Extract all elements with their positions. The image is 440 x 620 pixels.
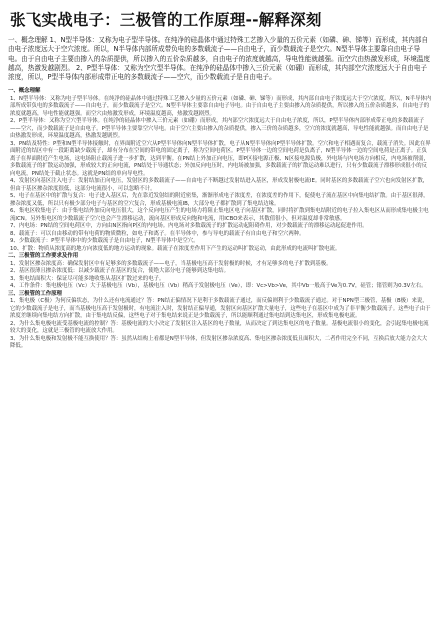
body-paragraph: 3、集电结面积大：保证尽可能多地收集从基区扩散过来的电子。: [10, 275, 165, 282]
body-paragraph: 4、发射区向基区注入电子：发射结加正向电压，发射区的多数载流子——自由电子不断越过发射结进入基区，形成发射极电流IE。同时基区的多数载流子空穴也向发射区扩散，但由于基区掺杂浓度很低，这部分电流很小，可以忽略不计。: [10, 178, 429, 192]
body-paragraph: 1、N型半导体：又称为电子型半导体。在纯净的硅晶体中通过特殊工艺掺入少量的五价元素（如磷、砷、锑等）而形成，其内部自由电子浓度远大于空穴浓度。所以，N半导体内部所成带负电的多数载流子——自由电子，而少数载流子是空穴。N型半导体主要靠自由电子导电。由于自由电子主要由掺入的杂质提供，所以掺入的五价杂质越多，自由电子的浓度就越高，导电性能就越强。而空穴由热激发形成，环境温度越高，热激发越剧烈。: [10, 95, 432, 117]
body-paragraph: 9、少数载流子：P型半导体中的少数载流子是自由电子，N型半导体中是空穴。: [10, 238, 199, 245]
body-paragraph: 1、集电极（C极）为何反偏状态，为什么还有电流通过？答：PN结正偏情况下是利于多数载流子通过，而反偏则利于少数载流子通过。对于NPN型三极管，基极（B极）来说，它的少数载流子是电子，而当基极电压高于发射极时，有电流注入时，发射结正偏导通，发射区向基区扩散大量电子，这些电子在基区中成为了非平衡少数载流子。这些电子由于浓度差继续向集电结方向扩散，由于集电结反偏，这些电子对于集电结来说正是少数载流子，所以能顺利通过集电结到达集电区，形成集电极电流。: [10, 298, 431, 320]
section-heading: 一、概念理解: [8, 88, 41, 95]
body-paragraph: 2、基区很薄且掺杂浓度低：以减少载流子在基区的复合，使绝大部分电子能够到达集电结。: [10, 268, 230, 275]
body-paragraph: 6、集电区收集电子：由于集电结外加反向电压很大，这个反向电压产生的电场力将阻止集电区电子向基区扩散，同时将扩散到集电结附近的电子拉入集电区从而形成集电极主电流ICN。另外集电区的少数载流子空穴也会产生漂移运动，流向基区形成反向饱和电流，用ICBO来表示，其数值很小，但对温度却非常敏感。: [10, 208, 429, 222]
body-paragraph: 5、电子在基区中的扩散与复合：电子进入基区后，先在靠近发射结的附近密集，渐渐形成电子浓度差，在浓度差的作用下，促使电子流在基区中向集电结扩散。由于基区很薄，掺杂浓度又低，所以只有极少部分电子与基区的空穴复合，形成基极电流IB，大部分电子都扩散到了集电结边缘。: [10, 193, 429, 207]
intro-section: [8, 36, 432, 82]
body-paragraph: 10、扩散：物质从浓度高的地方向浓度低的地方运动的现象。载流子在浓度差作用下产生的运动叫扩散运动，由此形成的电流叫扩散电流。: [10, 245, 341, 252]
section-heading: 二、三极管的工作要求及作用: [8, 253, 79, 260]
body-paragraph: 2、为什么集电极电流受基极电流的控制？答：基极电流的大小决定了发射区注入基区的电子数量，从而决定了到达集电区的电子数量。基极电流很小的变化，会引起集电极电流较大的变化，这就是三极管的电流放大作用。: [10, 320, 429, 335]
section-heading: 三、三极管的工作原理: [8, 290, 62, 297]
body-paragraph: 3、PN结及特性：P型和N型半导体接触时，在界面附近空穴从P型半导体向N型半导体扩散，电子从N型半导体向P型半导体扩散。空穴和电子相遇而复合，载流子消失。因此在界面附近的结区中有一段距离缺少载流子，却有分布在空间的带电的固定离子，称为空间电荷区。P型半导体一边的空间电荷是负离子，N型半导体一边的空间电荷是正离子。正负离子在界面附近产生电场，这电场阻止载流子进一步扩散，达到平衡。在PN结上外加正向电压，即P区接电源正极、N区接电源负极，外电场与内电场方向相反，内电场被削弱，多数载流子的扩散运动加强，形成较大的正向电流，PN结处于导通状态；外加反向电压时，内电场被加强，多数载流子的扩散运动难以进行，只有少数载流子漂移形成很小的反向电流，PN结处于截止状态。这就是PN结的单向导电性。: [10, 140, 431, 177]
page-title: 张飞实战电子：三极管的工作原理--解释深刻: [10, 11, 322, 29]
body-paragraph: 8、载流子：可以自由移动的带有电荷的物质微粒，如电子和离子。在半导体中，参与导电的载流子有自由电子和空穴两种。: [10, 230, 305, 237]
body-paragraph: 7、内电场：PN结的空间电荷区中，方向由N区指向P区的内电场。内电场对多数载流子的扩散运动起阻碍作用，对少数载流子的漂移运动起促进作用。: [10, 223, 368, 230]
body-section: [8, 88, 432, 351]
body-paragraph: 1、发射区掺杂浓度高：确保发射区中有足够多的多数载流子——电子，当基极电压高于发射极的时候，才有足够多的电子扩散到基极。: [10, 260, 332, 267]
body-paragraph: 3、为什么集电极和发射极不能互换使用？答：虽然从结构上看都是N型半导体，但发射区掺杂浓度高、集电区掺杂浓度低且面积大，二者作用完全不同，互换后放大能力会大大降低。: [10, 335, 428, 350]
body-paragraph: 4、工作条件：集电极电压（Vc）大于基极电压（Vb），基极电压（Vb）稍高于发射极电压（Ve），即：Vc>Vb>Ve，其中Vb一般高于Ve为0.7V，硅管；锗管则为0.3V左右。: [10, 283, 427, 290]
body-paragraph: 2、P型半导体：又称为空穴型半导体。在纯净的硅晶体中掺入三价元素（如硼）而形成，其内部空穴浓度远大于自由电子浓度，所以，P型半导体内部形成带正电的多数载流子——空穴，而少数载流子是自由电子。P型半导体主要靠空穴导电。由于空穴主要由掺入的杂质提供，掺入三价的杂质越多，空穴的浓度就越高，导电性能就越强。而自由电子是由热激发形成，环境温度越高，热激发越剧烈。: [10, 118, 429, 140]
intro-paragraph: 一、概念理解 1、N型半导体：又称为电子型半导体。在纯净的硅晶体中通过特殊工艺掺入少量的五价元素（如磷、砷、锑等）而形成，其内部自由电子浓度远大于空穴浓度。所以，N半导体内部所成带负电的多数载流子——自由电子，而少数载流子是空穴。N型半导体主要靠自由电子导电。由于自由电子主要由掺入的杂质提供，所以掺入的五价杂质越多，自由电子的浓度就越高，导电性能就越强。而空穴由热激发形成，环境温度越高，热激发越剧烈。 2、P型半导体：又称为空穴型半导体。在纯净的硅晶体中掺入三价元素（如硼）而形成，其内部空穴浓度远大于自由电子浓度，所以，P型半导体内部形成带正电的多数载流子——空穴，而少数载流子是自由电子。: [8, 36, 430, 82]
